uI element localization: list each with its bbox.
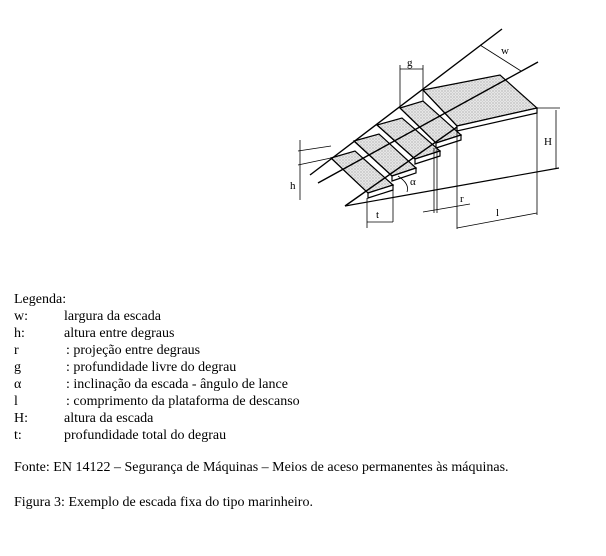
legend-list bbox=[14, 308, 300, 444]
legend-symbol: r bbox=[14, 343, 19, 358]
legend-description: : projeção entre degraus bbox=[66, 343, 201, 358]
legend-description: altura da escada bbox=[64, 411, 154, 426]
legend-description: altura entre degraus bbox=[64, 326, 175, 341]
label-h: h bbox=[290, 180, 296, 192]
source-note: Fonte: EN 14122 – Segurança de Máquinas – Meios de aceso permanentes às máquinas. bbox=[14, 460, 509, 475]
legend-symbol: g bbox=[14, 360, 21, 375]
legend-symbol: l bbox=[14, 394, 18, 409]
legend-description: largura da escada bbox=[64, 309, 161, 324]
legend-symbol: w: bbox=[14, 309, 28, 324]
legend-title: Legenda: bbox=[14, 292, 67, 307]
figure-caption: Figura 3: Exemplo de escada fixa do tipo marinheiro. bbox=[14, 495, 313, 510]
dimension-labels bbox=[290, 45, 552, 221]
staircase-diagram bbox=[0, 0, 606, 260]
label-H: H bbox=[544, 136, 552, 148]
legend-symbol: H: bbox=[14, 411, 28, 426]
label-t: t bbox=[376, 209, 380, 221]
label-l: l bbox=[496, 207, 500, 219]
legend-item bbox=[14, 376, 288, 393]
legend-item bbox=[14, 427, 227, 444]
legend-symbol: h: bbox=[14, 326, 25, 341]
legend bbox=[14, 291, 300, 444]
legend-description: : comprimento da plataforma de descanso bbox=[66, 394, 300, 409]
legend-description: : profundidade livre do degrau bbox=[66, 360, 237, 375]
legend-description: profundidade total do degrau bbox=[64, 428, 227, 443]
label-alpha: α bbox=[410, 176, 416, 188]
label-g: g bbox=[407, 57, 413, 69]
legend-symbol: α bbox=[14, 377, 22, 392]
label-w: w bbox=[501, 45, 509, 57]
label-r: r bbox=[460, 193, 464, 205]
legend-symbol: t: bbox=[14, 428, 22, 443]
legend-item bbox=[14, 410, 154, 427]
legend-item bbox=[14, 342, 201, 359]
legend-item bbox=[14, 393, 300, 410]
legend-item bbox=[14, 308, 161, 325]
legend-item bbox=[14, 359, 237, 376]
legend-description: : inclinação da escada - ângulo de lance bbox=[66, 377, 288, 392]
legend-item bbox=[14, 325, 175, 342]
